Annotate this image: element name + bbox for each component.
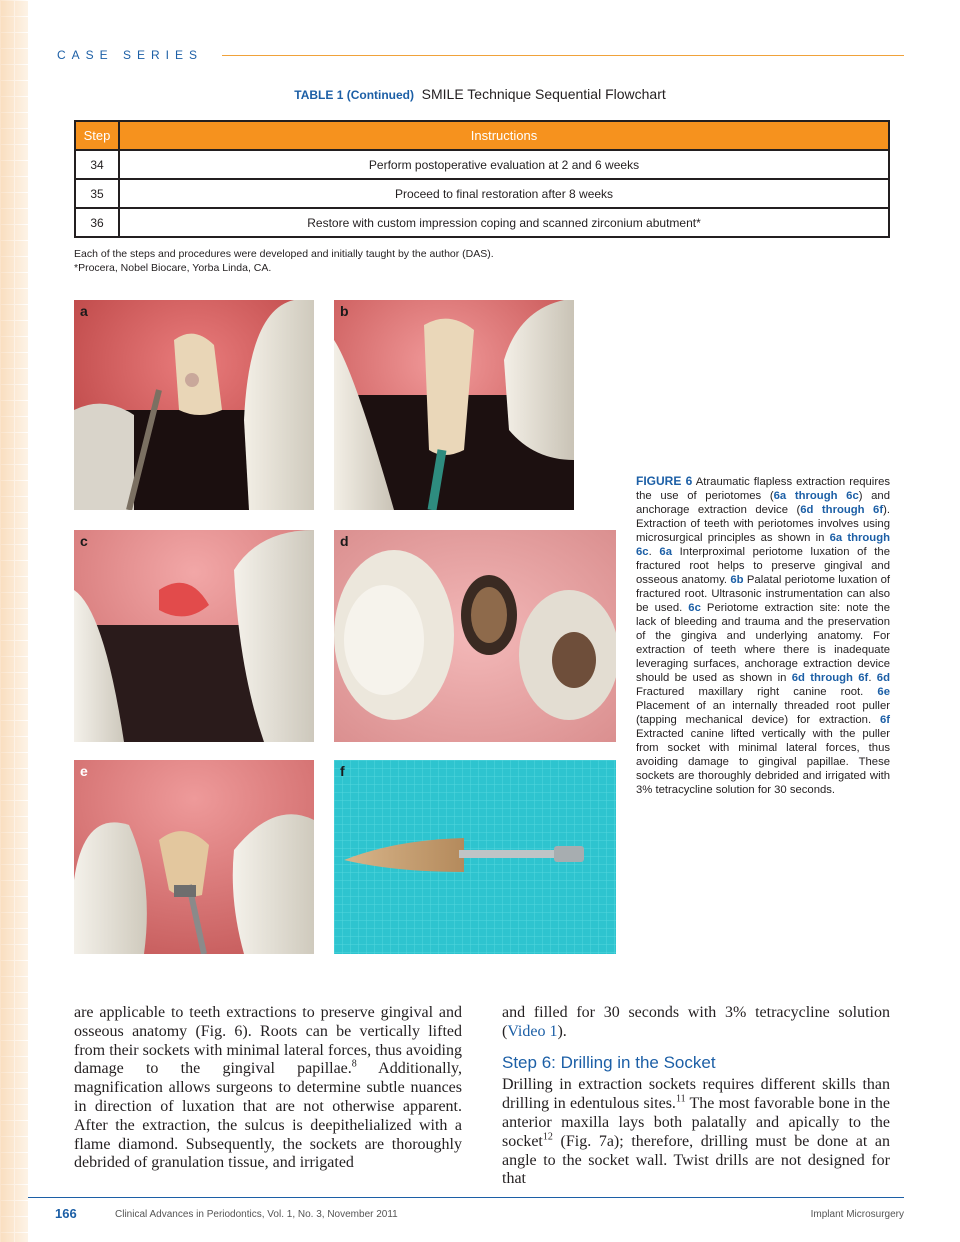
photo-c-extraction-site	[74, 530, 314, 742]
table-row	[75, 179, 889, 208]
figure-reference[interactable]: 6e	[877, 686, 890, 698]
caption-text: Palatal periotome luxation of fractured root. Ultrasonic instrumentation can also be used.	[636, 574, 890, 614]
header-rule	[222, 55, 904, 56]
table-row	[75, 150, 889, 179]
photo-d-fractured-canine-root	[334, 530, 616, 742]
figure-reference[interactable]: 6f	[879, 714, 890, 726]
figure-reference[interactable]: 6b	[730, 574, 744, 586]
step-number: 36	[75, 208, 119, 237]
figure-reference[interactable]: 6a	[659, 546, 672, 558]
body-text: ).	[557, 1022, 567, 1040]
footer-rule	[28, 1197, 904, 1198]
journal-citation: Clinical Advances in Periodontics, Vol. 1, No. 3, November 2011	[115, 1209, 398, 1220]
figure-reference[interactable]: 6a through 6c	[773, 490, 859, 502]
body-column-left	[74, 1004, 462, 1173]
table-footnote: *Procera, Nobel Biocare, Yorba Linda, CA.	[74, 262, 272, 274]
figure-reference[interactable]: 6a through 6c	[636, 532, 890, 558]
body-column-right	[502, 1004, 890, 1189]
photo-b-palatal-luxation	[334, 300, 574, 510]
panel-label: f	[340, 763, 345, 779]
step-number: 35	[75, 179, 119, 208]
caption-text: Placement of an internally threaded root puller (tapping mechanical device) for extraction.	[636, 700, 890, 726]
caption-text: .	[868, 672, 877, 684]
step-column-header: Step	[75, 121, 119, 150]
citation: 8	[351, 1059, 357, 1071]
body-text: The most favorable bone in the anterior maxilla lays both palatally and apically to the socket	[502, 1095, 890, 1150]
figure-panel-b	[334, 300, 574, 510]
caption-text: ) and anchorage extraction device (	[636, 490, 891, 516]
table-label: TABLE 1 (Continued)	[294, 88, 415, 102]
figure-caption	[636, 474, 890, 797]
photo-e-root-puller-placement	[74, 760, 314, 954]
table-header-row	[75, 121, 889, 150]
body-text: are applicable to teeth extractions to preserve gingival and osseous anatomy (Fig. 6). Roots can be vertically lifted from their sockets with minimal lateral forces, thus avoiding damage to the gingival papillae.	[74, 1004, 462, 1078]
panel-label: c	[80, 533, 88, 549]
instructions-column-header: Instructions	[119, 121, 889, 150]
citation: 11	[675, 1093, 686, 1105]
section-name: Implant Microsurgery	[810, 1209, 904, 1220]
figure-panel-a	[74, 300, 314, 510]
caption-text: Periotome extraction site: note the lack of bleeding and trauma and the preservation of the gingiva and underlying anatomy. For extraction of teeth where there is inadequate leveraging surfaces, anchorage extraction device should be used as shown in	[636, 602, 890, 684]
step-number: 34	[75, 150, 119, 179]
caption-text: Fractured maxillary right canine root.	[636, 686, 878, 698]
step-instruction: Proceed to final restoration after 8 weeks	[119, 179, 889, 208]
body-text: (Fig. 7a); therefore, drilling must be done at an angle to the socket wall. Twist drills are not designed for that	[502, 1132, 890, 1188]
decorative-side-strip	[0, 0, 28, 1242]
body-text: and filled for 30 seconds with 3% tetracycline solution (	[502, 1004, 890, 1040]
caption-text: .	[648, 546, 660, 558]
figure-panel-c	[74, 530, 314, 742]
table-title: SMILE Technique Sequential Flowchart	[421, 86, 666, 102]
figure-reference[interactable]: 6d through 6f	[800, 504, 884, 516]
step-instruction: Perform postoperative evaluation at 2 and 6 weeks	[119, 150, 889, 179]
caption-text: ). Extraction of teeth with periotomes involves using microsurgical principles as shown in	[636, 504, 890, 544]
photo-f-extracted-canine	[334, 760, 616, 954]
page-number: 166	[55, 1206, 77, 1221]
caption-text: Atraumatic flapless extraction requires the use of periotomes (	[636, 476, 891, 502]
panel-label: d	[340, 533, 349, 549]
table-footnotes	[74, 247, 494, 275]
figure-panel-f	[334, 760, 616, 954]
flowchart-table	[74, 120, 890, 238]
body-text: Additionally, magnification allows surgeons to determine subtle nuances in direction of luxation that are not otherwise apparent. After the extraction, the sulcus is deepithelialized with a flame diamond. Subsequently, the sockets are thoroughly debrided of granulation tissue, and irrigated	[74, 1060, 462, 1172]
figure-reference[interactable]: 6d	[876, 672, 890, 684]
body-text: Drilling in extraction sockets requires different skills than drilling in edentulous sites.	[502, 1076, 890, 1113]
panel-label: a	[80, 303, 88, 319]
table-caption	[0, 86, 960, 102]
figure-reference[interactable]: 6d through 6f	[791, 672, 869, 684]
caption-text: Extracted canine lifted vertically with the puller from socket with minimal lateral forces, thus avoiding damage to gingival papillae. These sockets are thoroughly debrided and irrigated with 3% tetracycline solution for 30 seconds.	[636, 728, 890, 796]
panel-label: b	[340, 303, 349, 319]
figure-caption-text	[636, 476, 890, 796]
figure-panel-d	[334, 530, 616, 742]
table-row	[75, 208, 889, 237]
section-heading: Step 6: Drilling in the Socket	[502, 1052, 716, 1072]
running-head: CASE SERIES	[57, 48, 204, 62]
caption-text: Interproximal periotome luxation of the fractured root helps to preserve gingival and osseous anatomy.	[636, 546, 890, 586]
panel-label: e	[80, 763, 88, 779]
citation: 12	[542, 1131, 553, 1143]
figure-reference[interactable]: 6c	[688, 602, 701, 614]
video-link[interactable]: Video 1	[507, 1022, 558, 1040]
step-instruction: Restore with custom impression coping and scanned zirconium abutment*	[119, 208, 889, 237]
figure-panel-e	[74, 760, 314, 954]
table-footnote: Each of the steps and procedures were developed and initially taught by the author (DAS).	[74, 248, 494, 260]
figure-label: FIGURE 6	[636, 474, 693, 488]
photo-a-periotome-luxation	[74, 300, 314, 510]
